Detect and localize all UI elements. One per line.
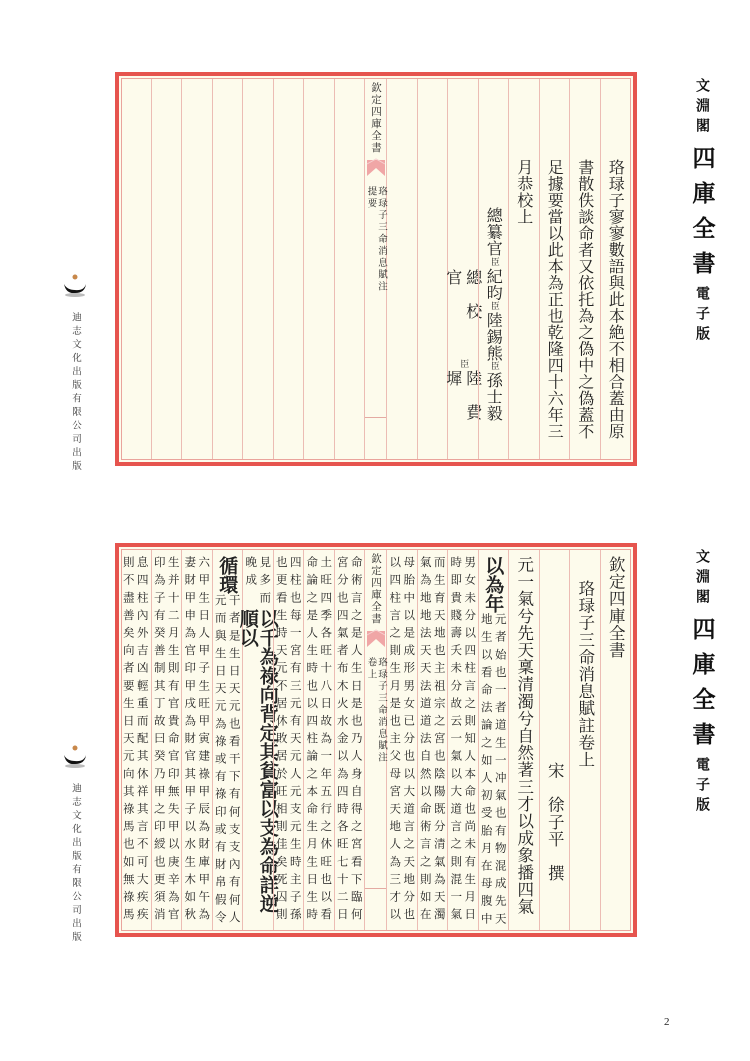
text-column [120, 550, 151, 930]
annotation-right: 而生育天地也主祖宗之宮也陰陽既分清氣為天濁 [432, 556, 447, 926]
text-column [447, 550, 478, 930]
publisher-name: 迪志文化出版有限公司出版 [70, 783, 81, 945]
publisher-name: 迪志文化出版有限公司出版 [70, 312, 81, 474]
annotation-right: 命術言之是人生日是也乃人身自得之宮看下臨何 [349, 556, 364, 926]
annotation-right: 元者始也一者道生一冲氣也有物混成先天 [493, 613, 508, 930]
center-divider [365, 888, 386, 889]
text-line: 紀昀 [484, 267, 504, 301]
main-text: 以千為祿向背定其貧富以支為命詳逆順以 [236, 608, 279, 913]
text-columns [122, 79, 630, 459]
brand-top: 文淵閣 [694, 78, 710, 138]
text-line: 月恭校上 [514, 159, 534, 225]
text-line: 宋 徐子平 撰 [545, 762, 565, 882]
center-header: 欽定四庫全書 [370, 553, 382, 625]
text-line: 欽定四庫全書 [606, 556, 626, 659]
main-text: 循環 [216, 556, 239, 594]
text-column [303, 550, 334, 930]
text-column [478, 79, 509, 459]
text-column [569, 79, 600, 459]
minister-mark [487, 361, 500, 372]
annotation-double-line [275, 556, 302, 926]
annotation-left: 命論之是人生時也以四柱論之本命生月生日生時 [305, 556, 320, 926]
minister-mark [487, 301, 500, 312]
annotation-left: 地生以看命法論之如人初受胎月在母腹中 [479, 613, 494, 930]
minister-label: 臣 [488, 300, 499, 312]
annotation-double-line [122, 556, 149, 926]
annotation-right: 六甲生日人甲子生旺甲寅建祿甲辰為財庫甲午為 [197, 556, 212, 926]
text-column [478, 550, 509, 930]
center-subtitle: 卷上 [365, 657, 377, 681]
annotation-left: 宮分也四氣者布木火水金以為四時各旺七十二日 [335, 556, 350, 926]
annotation-double-line [419, 556, 446, 926]
text-line: 陸錫熊 [484, 311, 504, 361]
annotation-left: 晚成 [244, 556, 259, 592]
text-line: 珞琭子寥寥數語與此本絶不相合蓋由原 [606, 159, 626, 440]
annotation-left: 時即貴賤壽夭未分故云一氣以大道言之則混一氣 [449, 556, 464, 926]
text-column [386, 79, 417, 459]
annotation-right: 見多而 [258, 556, 273, 609]
text-line: 元一氣兮先天稟清濁兮自然著三才以成象播四氣 [514, 556, 534, 916]
annotation-double-line [153, 556, 180, 926]
text-column [443, 79, 483, 459]
center-title: 珞琭子三命消息賦注 [376, 657, 387, 765]
annotation-double-line [480, 613, 507, 930]
minister-mark [456, 359, 469, 370]
text-column [334, 550, 365, 930]
center-title-block [365, 657, 386, 764]
text-line: 總纂官 [484, 207, 504, 257]
text-line: 陸費墀 [443, 369, 483, 438]
text-column [151, 79, 182, 459]
annotation-left: 妻財甲申為官印甲戌為財官其甲子以水生木如秋 [183, 556, 198, 926]
minister-label: 臣 [488, 256, 499, 268]
annotation-left: 則不盡善矣向者要生日天元向其祿馬也如無祿馬 [121, 556, 136, 926]
brand-bottom: 電子版 [694, 286, 710, 346]
publisher-logo-icon [60, 743, 90, 769]
text-column [600, 550, 631, 930]
text-column [508, 79, 539, 459]
text-line: 書散佚談命者又依托為之偽中之偽蓋不 [575, 159, 595, 440]
brand-label [682, 78, 722, 346]
page-frame-bottom [115, 543, 637, 937]
text-column [539, 79, 570, 459]
fish-tail-icon [367, 160, 385, 180]
annotation-double-line [449, 556, 476, 926]
text-line: 珞琭子三命消息賦註卷上 [575, 580, 595, 769]
fish-tail-icon [367, 631, 385, 651]
text-column [273, 550, 304, 930]
text-column [181, 550, 212, 930]
text-column [539, 550, 570, 930]
annotation-double-line [336, 556, 363, 926]
text-column [151, 550, 182, 930]
center-column [364, 79, 386, 459]
text-column [236, 550, 279, 930]
text-column [303, 79, 334, 459]
center-header: 欽定四庫全書 [370, 82, 382, 154]
publisher-mark [60, 272, 90, 474]
text-line: 總校官 [443, 269, 483, 337]
annotation-double-line [183, 556, 210, 926]
text-columns [122, 550, 630, 930]
center-divider [365, 417, 386, 418]
brand-main: 四庫全書 [688, 146, 715, 286]
text-line: 足據要當以此本為正也乾隆四十六年三 [545, 159, 565, 440]
annotation-left: 印為子有癸善制其丁故曰癸乃甲之印綬也更須消 [152, 556, 167, 926]
text-column [334, 79, 365, 459]
center-title: 珞琭子三命消息賦注 [376, 186, 387, 294]
brand-top: 文淵閣 [694, 549, 710, 609]
text-column [508, 550, 539, 930]
annotation-left: 以四柱言之則生月是也主父母宮天地人為三才以 [388, 556, 403, 926]
minister-label: 臣 [488, 361, 499, 372]
annotation-right: 生并十二月生則有官貴命官印無失甲以庚辛為官 [166, 556, 181, 926]
annotation-left: 氣為地地法天天法道道法自然以命術言之則如在 [418, 556, 433, 926]
annotation-right: 母胎中以是成形男女已分也以大道言之天地分也 [402, 556, 417, 926]
publisher-logo-icon [60, 272, 90, 298]
text-column [273, 79, 304, 459]
page-frame-top [115, 72, 637, 466]
main-text: 以為年 [482, 556, 505, 613]
annotation-right: 干者是生日天元也看干下有何支支內有何人 [227, 594, 242, 929]
minister-label: 臣 [458, 358, 469, 370]
publisher-mark [60, 743, 90, 945]
text-line: 孫士毅 [484, 372, 504, 422]
text-column [600, 79, 631, 459]
minister-mark [487, 257, 500, 268]
brand-main: 四庫全書 [688, 617, 715, 757]
annotation-right: 息四柱內外吉凶輕重而配其休祥其言不可大疾疾 [135, 556, 150, 926]
annotation-left: 也更看生時天元不居休敗居於旺相則佳矣死囚則 [274, 556, 289, 926]
annotation-double-line [305, 556, 332, 926]
brand-label [682, 549, 722, 817]
text-column [120, 79, 151, 459]
center-title-block [365, 186, 386, 293]
text-column [569, 550, 600, 930]
center-subtitle: 提要 [365, 186, 377, 210]
text-column [417, 550, 448, 930]
center-column [364, 550, 386, 930]
annotation-right: 土旺四季各旺十八日故為一年五行之休旺也以看 [319, 556, 334, 926]
annotation-right: 男女未分以四柱言之則知人本命也尚未有生月日 [463, 556, 478, 926]
page-number: 2 [664, 1016, 670, 1028]
annotation-double-line [244, 556, 271, 609]
annotation-left: 元而與生日天元為祿或有祿印或有財帛假令 [213, 594, 228, 929]
annotation-right: 四柱也每一宮有三元有天元人元支元生時主子孫 [288, 556, 303, 926]
annotation-double-line [388, 556, 415, 926]
text-column [212, 79, 243, 459]
text-column [181, 79, 212, 459]
text-column [242, 79, 273, 459]
brand-bottom: 電子版 [694, 757, 710, 817]
text-column [386, 550, 417, 930]
